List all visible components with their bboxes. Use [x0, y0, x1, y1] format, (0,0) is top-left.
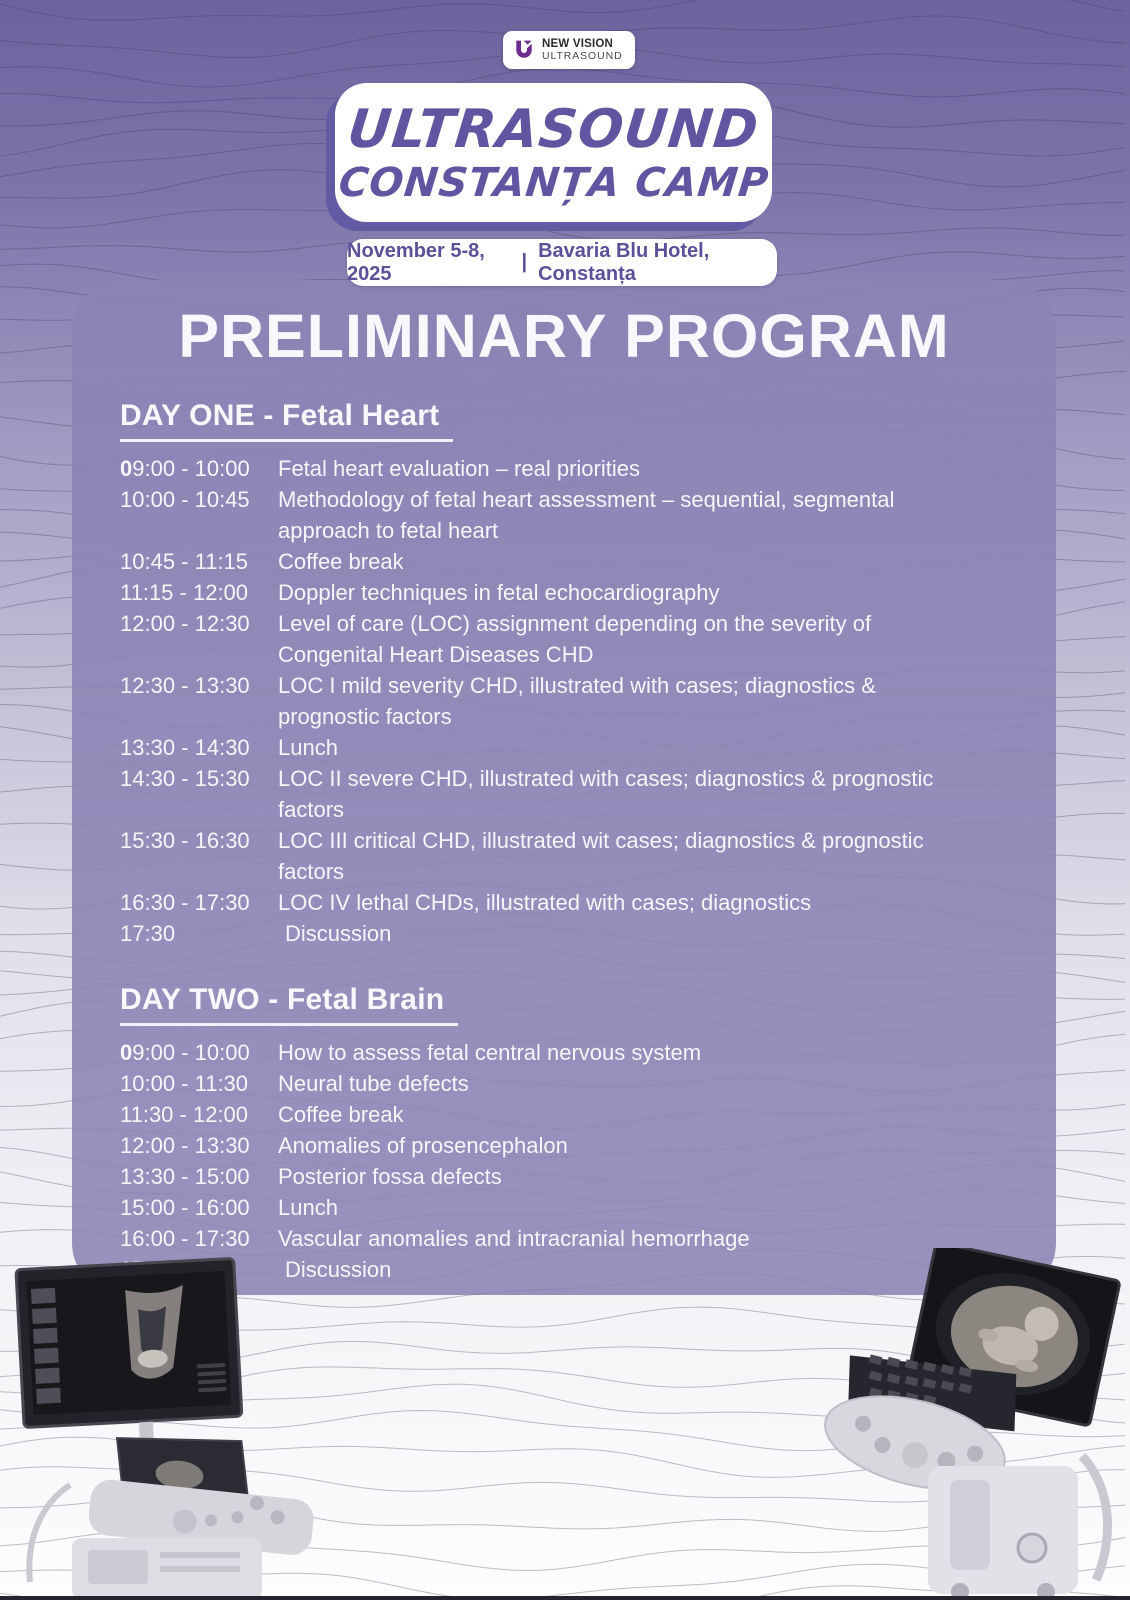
schedule-time: 10:00 - 11:30 — [120, 1071, 249, 1096]
event-dates: November 5-8, 2025 — [347, 239, 485, 285]
brand-badge — [503, 31, 635, 69]
schedule-activity: LOC IV lethal CHDs, illustrated with cases; diagnostics — [278, 890, 812, 915]
program-title: PRELIMINARY PROGRAM — [178, 302, 950, 370]
schedule-row — [120, 546, 1026, 577]
event-logo-line2: CONSTANȚA CAMP — [336, 159, 771, 206]
schedule-row — [120, 732, 1026, 763]
event-separator: | — [521, 251, 528, 273]
schedule-row — [120, 887, 1026, 918]
schedule-time: 17:30 — [120, 921, 176, 946]
schedule-row — [120, 1192, 1026, 1223]
event-date-venue — [347, 239, 777, 286]
schedule-time: 10:45 - 11:15 — [120, 549, 249, 574]
schedule-activity: Coffee break — [278, 549, 404, 574]
schedule-activity: Vascular anomalies and intracranial hemorrhage — [278, 1226, 750, 1251]
schedule-activity: Coffee break — [278, 1102, 404, 1127]
schedule-row — [120, 484, 1026, 546]
day-rows — [120, 453, 1026, 949]
program-panel — [72, 280, 1056, 1295]
schedule-activity: Posterior fossa defects — [278, 1164, 502, 1189]
schedule-activity: Methodology of fetal heart assessment – sequential, segmental approach to fetal heart — [278, 487, 895, 543]
brand-subname: ULTRASOUND — [542, 49, 623, 62]
day-two-section — [120, 982, 1026, 1285]
schedule-activity: LOC II severe CHD, illustrated with cases; diagnostics & prognostic factors — [278, 766, 934, 822]
schedule-time: 15:30 - 16:30 — [120, 828, 250, 853]
schedule-row — [120, 453, 1026, 484]
schedule-time: 09:00 - 10:00 — [120, 1040, 250, 1065]
day-heading: DAY TWO - Fetal Brain — [120, 982, 458, 1026]
schedule-time: 12:00 - 12:30 — [120, 611, 250, 636]
schedule-row — [120, 763, 1026, 825]
schedule-activity: LOC I mild severity CHD, illustrated with cases; diagnostics & prognostic factors — [278, 673, 876, 729]
schedule-time: 10:00 - 10:45 — [120, 487, 250, 512]
schedule-time: 14:30 - 15:30 — [120, 766, 250, 791]
schedule-row — [120, 1161, 1026, 1192]
schedule-time: 12:00 - 13:30 — [120, 1133, 250, 1158]
event-logo — [335, 83, 772, 222]
schedule-time: 13:30 - 15:00 — [120, 1164, 250, 1189]
schedule-time: 15:00 - 16:00 — [120, 1195, 250, 1220]
schedule-row — [120, 1037, 1026, 1068]
schedule-activity: Level of care (LOC) assignment depending on the severity of Congenital Heart Diseases CHD — [278, 611, 872, 667]
ultrasound-machine-left-image — [0, 1250, 345, 1600]
schedule-activity: Lunch — [278, 1195, 338, 1220]
schedule-activity: Doppler techniques in fetal echocardiography — [278, 580, 720, 605]
brand-name: NEW VISION — [542, 38, 614, 51]
schedule-time: 11:15 - 12:00 — [120, 580, 249, 605]
schedule-row — [120, 1130, 1026, 1161]
schedule-activity: How to assess fetal central nervous system — [278, 1040, 702, 1065]
ultrasound-machine-right-image — [800, 1248, 1130, 1600]
day-heading: DAY ONE - Fetal Heart — [120, 398, 453, 442]
schedule-activity: Fetal heart evaluation – real priorities — [278, 456, 640, 481]
day-one-section — [120, 398, 1026, 949]
schedule-time: 12:30 - 13:30 — [120, 673, 250, 698]
schedule-row — [120, 608, 1026, 670]
new-vision-u-icon — [512, 38, 536, 62]
schedule-row — [120, 1068, 1026, 1099]
schedule-row — [120, 1099, 1026, 1130]
schedule-activity: Discussion — [285, 921, 392, 946]
schedule-time: 16:00 - 17:30 — [120, 1226, 250, 1251]
schedule-time: 16:30 - 17:30 — [120, 890, 250, 915]
schedule-row — [120, 825, 1026, 887]
schedule-activity: Anomalies of prosencephalon — [278, 1133, 568, 1158]
schedule-row — [120, 577, 1026, 608]
schedule-time: 09:00 - 10:00 — [120, 456, 250, 481]
schedule-row — [120, 670, 1026, 732]
schedule-time: 11:30 - 12:00 — [120, 1102, 249, 1127]
event-venue: Bavaria Blu Hotel, Constanța — [538, 239, 710, 285]
schedule-activity: Lunch — [278, 735, 338, 760]
schedule-activity: Neural tube defects — [278, 1071, 469, 1096]
schedule-time: 13:30 - 14:30 — [120, 735, 250, 760]
bottom-edge-bar — [0, 1596, 1130, 1600]
schedule-activity: LOC III critical CHD, illustrated wit cases; diagnostics & prognostic factors — [278, 828, 924, 884]
schedule-row — [120, 918, 1026, 949]
event-logo-line1: ULTRASOUND — [344, 98, 763, 160]
schedule-activity: Discussion — [285, 1257, 392, 1282]
